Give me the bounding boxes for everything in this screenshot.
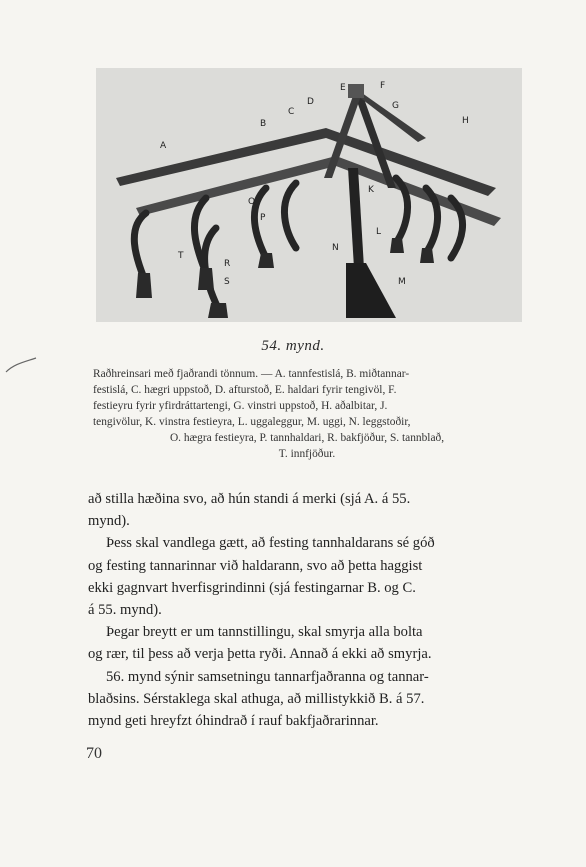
caption-line: festieyru fyrir yfirdráttartengi, G. vinstri uppstoð, H. aðalbitar, J. — [93, 400, 388, 412]
svg-text:P: P — [260, 213, 266, 223]
svg-text:G: G — [392, 101, 399, 111]
svg-text:B: B — [260, 119, 267, 129]
svg-text:O: O — [248, 197, 256, 207]
svg-text:H: H — [462, 116, 469, 126]
body-line: á 55. mynd). — [88, 602, 162, 619]
svg-text:S: S — [224, 277, 230, 287]
figure-caption — [93, 366, 521, 462]
body-line: mynd). — [88, 513, 130, 530]
cultivator-illustration — [96, 68, 522, 322]
caption-line: Raðhreinsari með fjaðrandi tönnum. — A. tannfestislá, B. miðtannar- — [93, 368, 410, 380]
svg-text:M: M — [398, 277, 406, 287]
body-line: mynd geti hreyfzt óhindrað í rauf bakfjaðrarinnar. — [88, 713, 379, 730]
body-line: blaðsins. Sérstaklega skal athuga, að millistykkið B. á 57. — [88, 690, 425, 707]
svg-text:N: N — [332, 243, 339, 253]
body-line: að stilla hæðina svo, að hún standi á merki (sjá A. á 55. — [88, 491, 411, 507]
svg-text:E: E — [340, 83, 346, 93]
svg-text:A: A — [160, 141, 167, 151]
body-line: og festing tannarinnar við haldarann, svo að þetta haggist — [88, 557, 423, 574]
caption-line: T. innfjöður. — [278, 448, 336, 460]
page-number: 70 — [86, 745, 102, 762]
body-text — [88, 488, 510, 732]
svg-text:F: F — [380, 81, 386, 91]
svg-text:T: T — [178, 251, 184, 261]
body-line: og rær, til þess að verja þetta ryði. Annað á ekki að smyrja. — [88, 646, 432, 663]
svg-text:J: J — [436, 201, 439, 211]
svg-text:D: D — [307, 97, 314, 107]
caption-line: O. hægra festieyra, P. tannhaldari, R. bakfjöður, S. tannblað, — [169, 432, 445, 444]
body-line: ekki gagnvart hverfisgrindinni (sjá festingarnar B. og C. — [88, 579, 416, 596]
svg-text:L: L — [376, 227, 382, 237]
figure-number: 54. mynd. — [261, 338, 325, 354]
pencil-mark-icon — [4, 356, 38, 376]
caption-line: tengivölur, K. vinstra festieyra, L. uggaleggur, M. uggi, N. leggstoðir, — [93, 416, 411, 428]
svg-text:C: C — [288, 107, 295, 117]
cultivator-drawing — [96, 68, 522, 322]
body-line: Þess skal vandlega gætt, að festing tannhaldarans sé góð — [106, 535, 435, 552]
svg-text:K: K — [368, 185, 374, 195]
body-line: 56. mynd sýnir samsetningu tannarfjaðranna og tannar- — [106, 668, 429, 685]
svg-text:R: R — [224, 259, 231, 269]
caption-line: festislá, C. hægri uppstoð, D. afturstoð, E. haldari fyrir tengivöl, F. — [93, 384, 397, 396]
body-line: Þegar breytt er um tannstillingu, skal smyrja alla bolta — [106, 624, 423, 641]
